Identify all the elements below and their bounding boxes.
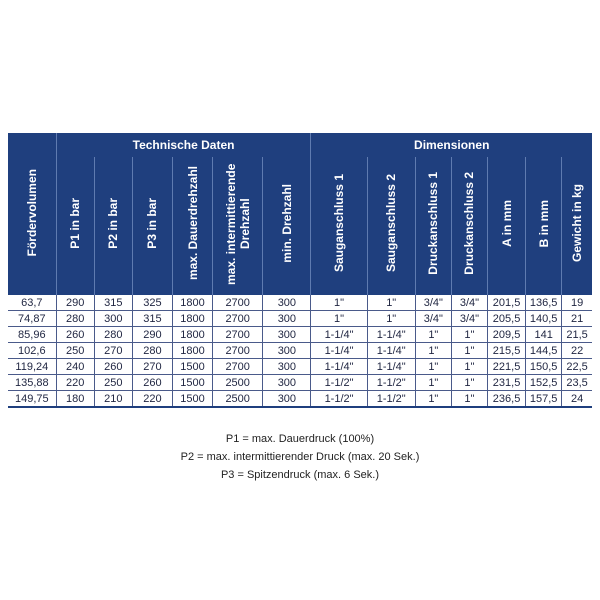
table-cell: 3/4" — [451, 295, 487, 311]
table-cell: 2700 — [213, 359, 263, 375]
table-cell: 136,5 — [526, 295, 562, 311]
col-header-gewicht — [562, 157, 592, 295]
table-row — [8, 391, 592, 408]
group-header-dimensionen: Dimensionen — [311, 133, 592, 157]
col-header-foerdervolumen-cell — [8, 133, 56, 295]
col-header-min-drehzahl — [263, 157, 311, 295]
col-header-druckanschluss-2 — [451, 157, 487, 295]
table-cell: 300 — [94, 311, 132, 327]
table-cell: 250 — [56, 343, 94, 359]
table-cell: 1800 — [172, 311, 212, 327]
table-cell: 201,5 — [488, 295, 526, 311]
table-cell: 1-1/4" — [311, 343, 367, 359]
col-header-sauganschluss-2 — [367, 157, 415, 295]
table-row — [8, 311, 592, 327]
table-cell: 1-1/2" — [367, 391, 415, 408]
table-cell: 119,24 — [8, 359, 56, 375]
table-cell: 150,5 — [526, 359, 562, 375]
col-header-max-intermittierende-drehzahl — [213, 157, 263, 295]
col-header-foerdervolumen: Fördervolumen — [24, 168, 39, 257]
table-cell: 2700 — [213, 295, 263, 311]
table-cell: 1-1/4" — [311, 327, 367, 343]
table-row — [8, 375, 592, 391]
table-cell: 21,5 — [562, 327, 592, 343]
table-cell: 149,75 — [8, 391, 56, 408]
col-header-sauganschluss-1 — [311, 157, 367, 295]
table-cell: 1800 — [172, 295, 212, 311]
table-cell: 260 — [94, 359, 132, 375]
table-cell: 102,6 — [8, 343, 56, 359]
table-cell: 1-1/2" — [367, 375, 415, 391]
table-cell: 270 — [132, 359, 172, 375]
table-cell: 300 — [263, 391, 311, 408]
table-cell: 21 — [562, 311, 592, 327]
table-cell: 1" — [415, 391, 451, 408]
col-header-druckanschluss-1-label: Druckanschluss 1 — [426, 172, 441, 275]
table-row — [8, 343, 592, 359]
table-cell: 1" — [367, 295, 415, 311]
table-cell: 2700 — [213, 327, 263, 343]
col-header-gewicht-label: Gewicht in kg — [570, 184, 585, 263]
table-cell: 300 — [263, 343, 311, 359]
table-cell: 22,5 — [562, 359, 592, 375]
table-cell: 140,5 — [526, 311, 562, 327]
footnote-p2: P2 = max. intermittierender Druck (max. 20 Sek.) — [180, 451, 420, 463]
col-header-sauganschluss-1-label: Sauganschluss 1 — [332, 174, 347, 273]
table-cell: 1" — [451, 391, 487, 408]
table-cell: 22 — [562, 343, 592, 359]
footnotes — [0, 430, 600, 484]
col-header-druckanschluss-1 — [415, 157, 451, 295]
table-cell: 1-1/4" — [367, 327, 415, 343]
table-cell: 300 — [263, 327, 311, 343]
table-cell: 280 — [56, 311, 94, 327]
header-group-row — [8, 133, 592, 157]
footnote-p3: P3 = Spitzendruck (max. 6 Sek.) — [220, 469, 380, 481]
table-cell: 2500 — [213, 391, 263, 408]
table-cell: 1500 — [172, 391, 212, 408]
table-cell: 85,96 — [8, 327, 56, 343]
table-cell: 1-1/2" — [311, 391, 367, 408]
col-header-a-in-mm — [488, 157, 526, 295]
table-cell: 325 — [132, 295, 172, 311]
table-cell: 1800 — [172, 343, 212, 359]
table-cell: 2700 — [213, 311, 263, 327]
table-cell: 1" — [415, 359, 451, 375]
col-header-sauganschluss-2-label: Sauganschluss 2 — [384, 174, 399, 273]
table-cell: 19 — [562, 295, 592, 311]
table-cell: 180 — [56, 391, 94, 408]
table-cell: 290 — [56, 295, 94, 311]
table-cell: 290 — [132, 327, 172, 343]
col-header-a-in-mm-label: A in mm — [499, 200, 514, 247]
table-cell: 280 — [132, 343, 172, 359]
col-header-p1 — [56, 157, 94, 295]
col-header-druckanschluss-2-label: Druckanschluss 2 — [462, 172, 477, 275]
table-cell: 23,5 — [562, 375, 592, 391]
table-cell: 1-1/4" — [367, 359, 415, 375]
table-cell: 221,5 — [488, 359, 526, 375]
col-header-p2 — [94, 157, 132, 295]
table-cell: 1" — [451, 359, 487, 375]
table-cell: 24 — [570, 392, 584, 405]
table-body — [8, 295, 592, 407]
table-cell: 1" — [415, 327, 451, 343]
table-cell: 300 — [263, 295, 311, 311]
table-cell: 315 — [132, 311, 172, 327]
table-cell: 1" — [415, 375, 451, 391]
col-header-min-drehzahl-label: min. Drehzahl — [279, 184, 294, 263]
table-cell: 3/4" — [451, 311, 487, 327]
table-cell: 1" — [451, 327, 487, 343]
table-cell: 152,5 — [526, 375, 562, 391]
table-cell: 315 — [94, 295, 132, 311]
col-header-max-intermittierende-drehzahl-label: max. intermittierende Drehzahl — [223, 162, 252, 285]
table-cell: 231,5 — [488, 375, 526, 391]
table-cell: 300 — [263, 311, 311, 327]
table-cell: 1" — [451, 343, 487, 359]
table-cell: 240 — [56, 359, 94, 375]
technical-data-table — [8, 133, 592, 408]
table-cell: 215,5 — [488, 343, 526, 359]
footnote-p1: P1 = max. Dauerdruck (100%) — [225, 433, 375, 445]
table-cell: 1-1/4" — [311, 359, 367, 375]
table-cell: 1-1/4" — [367, 343, 415, 359]
table-cell: 74,87 — [8, 311, 56, 327]
technical-data-table-container — [8, 133, 592, 408]
table-cell: 1" — [415, 343, 451, 359]
col-header-b-in-mm — [526, 157, 562, 295]
col-header-p1-label: P1 in bar — [68, 198, 83, 249]
group-header-technische-daten: Technische Daten — [56, 133, 311, 157]
col-header-p2-label: P2 in bar — [106, 198, 121, 249]
table-cell: 3/4" — [415, 311, 451, 327]
col-header-max-dauerdrehzahl — [172, 157, 212, 295]
table-cell: 1" — [311, 295, 367, 311]
table-cell: 250 — [94, 375, 132, 391]
table-cell: 1-1/2" — [311, 375, 367, 391]
table-row — [8, 295, 592, 311]
table-cell: 300 — [263, 359, 311, 375]
table-cell: 157,5 — [526, 391, 562, 408]
col-header-max-dauerdrehzahl-label: max. Dauerdrehzahl — [185, 166, 200, 281]
table-row — [8, 359, 592, 375]
table-cell: 63,7 — [8, 295, 56, 311]
table-cell: 260 — [132, 375, 172, 391]
table-cell: 1800 — [172, 327, 212, 343]
table-cell: 260 — [56, 327, 94, 343]
col-header-b-in-mm-label: B in mm — [536, 199, 551, 248]
table-cell: 1" — [451, 375, 487, 391]
table-cell: 141 — [526, 327, 562, 343]
table-cell: 3/4" — [415, 295, 451, 311]
table-cell: 2500 — [213, 375, 263, 391]
table-cell: 144,5 — [526, 343, 562, 359]
table-cell: 210 — [94, 391, 132, 408]
header-columns-row — [8, 157, 592, 295]
table-cell: 209,5 — [488, 327, 526, 343]
table-cell: 205,5 — [488, 311, 526, 327]
table-cell: 220 — [56, 375, 94, 391]
table-cell: 220 — [132, 391, 172, 408]
table-cell: 1500 — [172, 359, 212, 375]
table-cell: 1" — [367, 311, 415, 327]
table-cell: 280 — [94, 327, 132, 343]
table-cell: 300 — [263, 375, 311, 391]
table-cell: 1500 — [172, 375, 212, 391]
table-cell: 1" — [311, 311, 367, 327]
table-cell: 236,5 — [488, 391, 526, 408]
table-row — [8, 327, 592, 343]
col-header-p3-label: P3 in bar — [145, 198, 160, 249]
table-cell: 135,88 — [8, 375, 56, 391]
col-header-p3 — [132, 157, 172, 295]
table-cell: 2700 — [213, 343, 263, 359]
table-cell: 270 — [94, 343, 132, 359]
